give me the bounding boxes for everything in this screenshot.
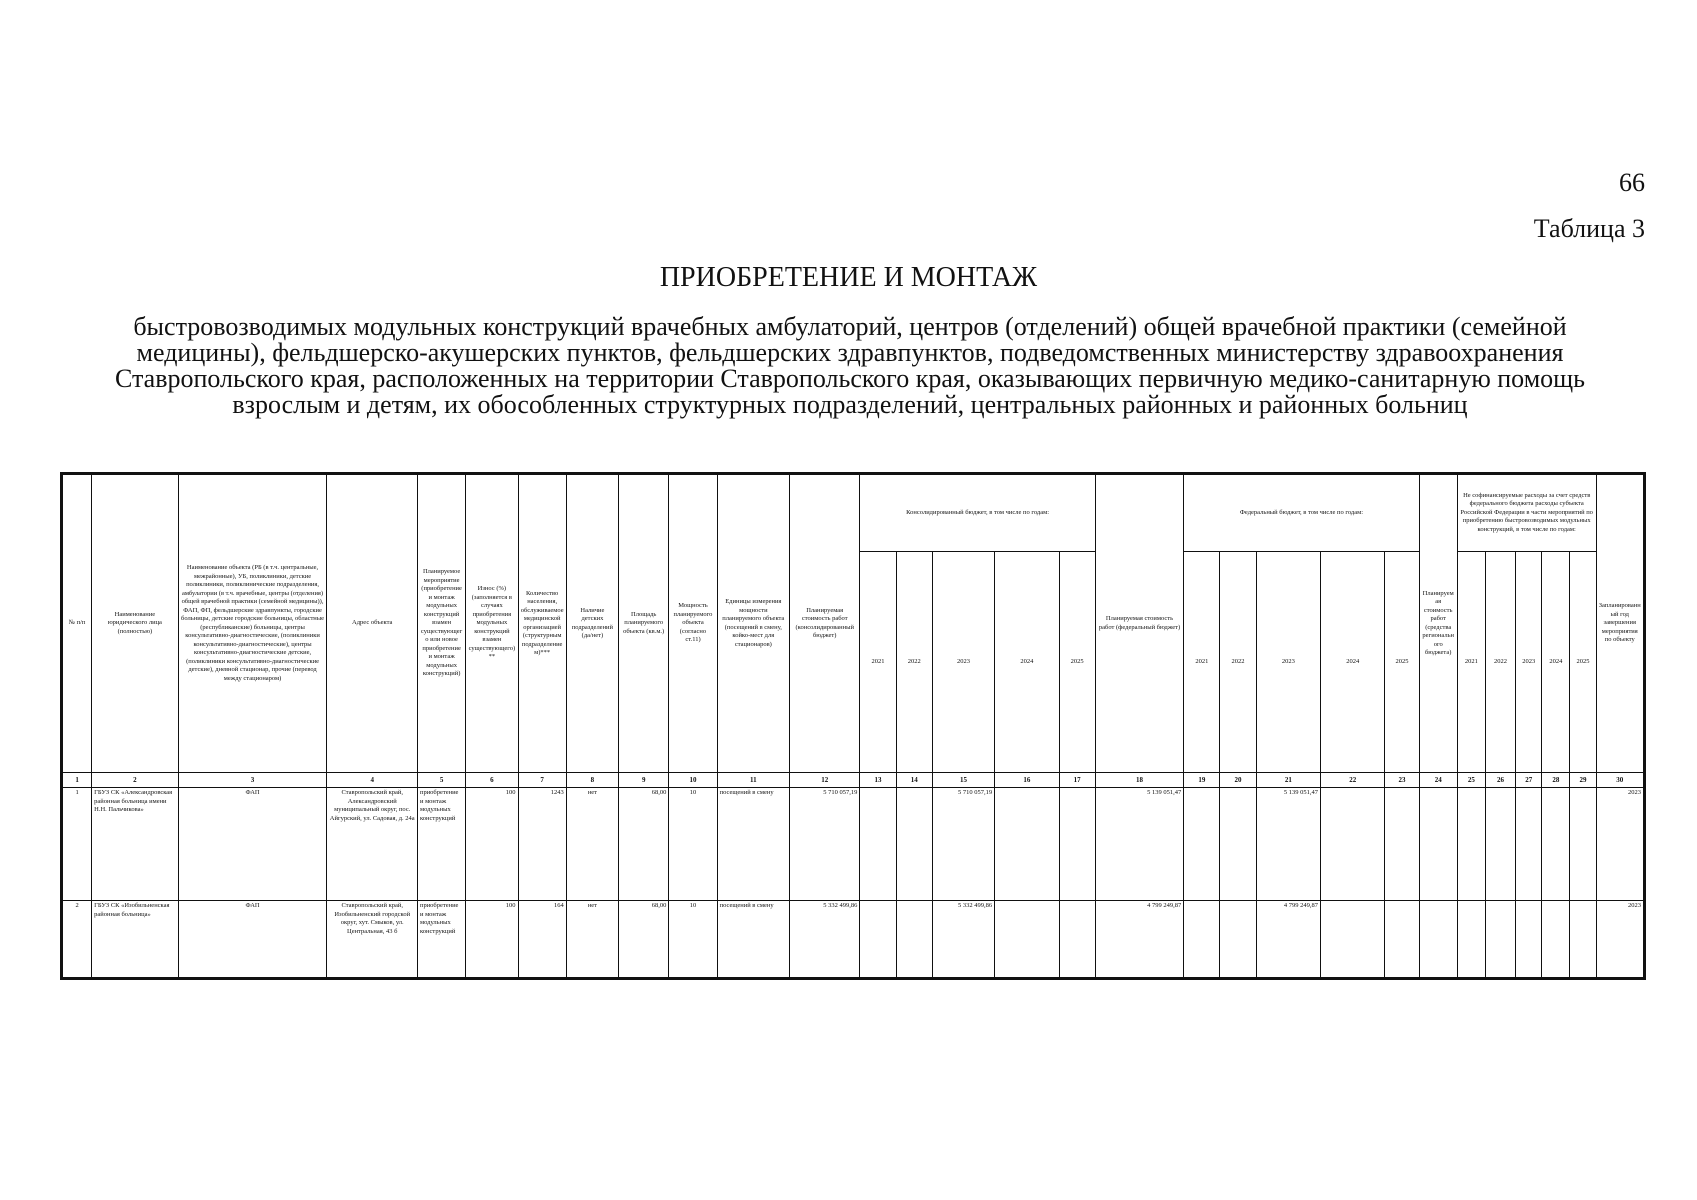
column-number: 2 — [92, 773, 178, 788]
column-number: 7 — [518, 773, 566, 788]
column-number: 14 — [896, 773, 932, 788]
header-address: Адрес объекта — [327, 474, 418, 773]
document-subtitle: быстровозводимых модульных конструкций врачебных амбулаторий, центров (отделений) общей врачебной практики (семейной медицины), фельдшерско-акушерских пунктов, фельдшерских здравпунктов, подведомственных министерству здравоохранения Ставропольского края, расположенных на территории Ставропольского края, оказывающих первичную медико-санитарную помощь взрослым и детям, их обособленных структурных подразделений, центральных районных и районных больниц — [114, 312, 1586, 419]
header-legal-entity: Наименование юридического лица (полностью) — [92, 474, 178, 773]
header-year: 2025 — [1570, 552, 1596, 773]
row-cons-2022 — [896, 788, 932, 901]
column-number: 25 — [1457, 773, 1485, 788]
column-number: 1 — [62, 773, 92, 788]
row-fed-2025 — [1385, 788, 1419, 901]
row-object: ФАП — [178, 901, 327, 979]
row-fed-2022 — [1220, 788, 1256, 901]
header-unit: Единицы измерения мощности планируемого объекта (посещений в смену, койко-мест для стационаров) — [717, 474, 789, 773]
header-year: 2023 — [932, 552, 994, 773]
column-number: 13 — [860, 773, 896, 788]
row-nc-2021 — [1457, 788, 1485, 901]
column-number: 10 — [669, 773, 717, 788]
header-year: 2024 — [995, 552, 1059, 773]
header-population: Количество населения, обслуживаемое медицинской организацией (структурным подразделением)*** — [518, 474, 566, 773]
row-cons-2024 — [995, 901, 1059, 979]
header-federal-group: Федеральный бюджет, в том числе по годам: — [1184, 474, 1419, 552]
column-number: 22 — [1321, 773, 1385, 788]
column-number: 21 — [1256, 773, 1320, 788]
row-legal-entity: ГБУЗ СК «Изобильненская районная больница» — [92, 901, 178, 979]
row-cons-2023: 5 332 499,86 — [932, 901, 994, 979]
header-capacity: Мощность планируемого объекта (согласно ст.11) — [669, 474, 717, 773]
row-cost-regional — [1419, 788, 1457, 901]
row-legal-entity: ГБУЗ СК «Александровская районная больница имени Н.Н. Пальчикова» — [92, 788, 178, 901]
row-num: 2 — [62, 901, 92, 979]
row-cons-2023: 5 710 057,19 — [932, 788, 994, 901]
header-cost-regional: Планируемая стоимость работ (средства регионального бюджета) — [1419, 474, 1457, 773]
row-address: Ставропольский край, Изобильненский городской округ, хут. Смыков, ул. Центральная, 43 б — [327, 901, 418, 979]
column-number: 19 — [1184, 773, 1220, 788]
column-number: 30 — [1596, 773, 1644, 788]
column-number: 12 — [790, 773, 860, 788]
row-wear: 100 — [466, 901, 518, 979]
row-fed-2025 — [1385, 901, 1419, 979]
header-year: 2024 — [1542, 552, 1570, 773]
row-cost-consolidated: 5 710 057,19 — [790, 788, 860, 901]
column-number: 23 — [1385, 773, 1419, 788]
row-object: ФАП — [178, 788, 327, 901]
main-table — [60, 472, 1646, 980]
header-object: Наименование объекта (РБ (в т.ч. центральные, межрайонные), УБ, поликлиники, детские поликлиники, поликлинические подразделения, амбулатории (в т.ч. врачебные, центры (отделения) общей врачебной практики (семейной медицины)), ФАП, ФП, фельдшерские здравпункты, городские больницы, детские городские больницы, областные (республиканские) больницы, центры консультативно-диагностические, (поликлиники консультативно-диагностические), центры консультативно-диагностические детские, (поликлиники консультативно-диагностические детские), дневной стационар, прочие (перевод между стационаром) — [178, 474, 327, 773]
column-number: 4 — [327, 773, 418, 788]
column-number: 15 — [932, 773, 994, 788]
row-fed-2022 — [1220, 901, 1256, 979]
column-number: 3 — [178, 773, 327, 788]
row-cons-2025 — [1059, 901, 1095, 979]
column-number: 17 — [1059, 773, 1095, 788]
column-number: 27 — [1516, 773, 1542, 788]
row-activity: приобретение и монтаж модульных конструкций — [417, 901, 465, 979]
row-completion-year: 2023 — [1596, 901, 1644, 979]
header-noncofin-group: Не софинансируемые расходы за счет средств федерального бюджета расходы субъекта Российской Федерации в части мероприятий по приобретению быстровозводимых модульных конструкций, в том числе по годам: — [1457, 474, 1596, 552]
row-cons-2022 — [896, 901, 932, 979]
row-population: 164 — [518, 901, 566, 979]
header-year: 2025 — [1059, 552, 1095, 773]
row-nc-2023 — [1516, 788, 1542, 901]
column-number: 8 — [566, 773, 618, 788]
row-capacity: 10 — [669, 788, 717, 901]
column-number: 28 — [1542, 773, 1570, 788]
row-activity: приобретение и монтаж модульных конструкций — [417, 788, 465, 901]
header-year: 2021 — [1457, 552, 1485, 773]
row-cost-federal: 5 139 051,47 — [1095, 788, 1183, 901]
header-completion-year: Запланированный год завершения мероприятия по объекту — [1596, 474, 1644, 773]
row-area: 68,00 — [619, 901, 669, 979]
row-capacity: 10 — [669, 901, 717, 979]
table-row — [62, 901, 1645, 979]
column-number: 24 — [1419, 773, 1457, 788]
column-number: 5 — [417, 773, 465, 788]
row-fed-2023: 4 799 249,87 — [1256, 901, 1320, 979]
row-fed-2024 — [1321, 901, 1385, 979]
header-activity: Планируемое мероприятие (приобретение и монтаж модульных конструкций взамен существующего или новое приобретение и монтаж модульных конструкций) — [417, 474, 465, 773]
row-unit: посещений в смену — [717, 788, 789, 901]
header-consolidated-group: Консолидированный бюджет, в том числе по годам: — [860, 474, 1095, 552]
header-year: 2023 — [1256, 552, 1320, 773]
row-fed-2023: 5 139 051,47 — [1256, 788, 1320, 901]
row-nc-2023 — [1516, 901, 1542, 979]
table-row — [62, 788, 1645, 901]
header-year: 2021 — [1184, 552, 1220, 773]
row-fed-2021 — [1184, 788, 1220, 901]
row-completion-year: 2023 — [1596, 788, 1644, 901]
row-cons-2021 — [860, 901, 896, 979]
row-nc-2025 — [1570, 788, 1596, 901]
header-area: Площадь планируемого объекта (кв.м.) — [619, 474, 669, 773]
row-cost-federal: 4 799 249,87 — [1095, 901, 1183, 979]
page-number: 66 — [1619, 168, 1645, 197]
header-year: 2025 — [1385, 552, 1419, 773]
header-year: 2022 — [1220, 552, 1256, 773]
row-num: 1 — [62, 788, 92, 901]
header-year: 2022 — [1485, 552, 1515, 773]
document-title: ПРИОБРЕТЕНИЕ И МОНТАЖ — [659, 262, 1038, 293]
row-nc-2024 — [1542, 788, 1570, 901]
row-nc-2022 — [1485, 788, 1515, 901]
row-wear: 100 — [466, 788, 518, 901]
column-number: 29 — [1570, 773, 1596, 788]
header-year: 2021 — [860, 552, 896, 773]
row-nc-2024 — [1542, 901, 1570, 979]
column-number: 18 — [1095, 773, 1183, 788]
header-children: Наличие детских подразделений (да/нет) — [566, 474, 618, 773]
header-year: 2024 — [1321, 552, 1385, 773]
row-cons-2024 — [995, 788, 1059, 901]
column-number: 16 — [995, 773, 1059, 788]
header-cost-federal: Планируемая стоимость работ (федеральный бюджет) — [1095, 474, 1183, 773]
row-children: нет — [566, 901, 618, 979]
row-children: нет — [566, 788, 618, 901]
row-cost-regional — [1419, 901, 1457, 979]
header-year: 2023 — [1516, 552, 1542, 773]
row-nc-2025 — [1570, 901, 1596, 979]
row-address: Ставропольский край, Александровский муниципальный округ, пос. Айгурский, ул. Садовая, д. 24а — [327, 788, 418, 901]
row-nc-2022 — [1485, 901, 1515, 979]
column-number: 20 — [1220, 773, 1256, 788]
row-population: 1243 — [518, 788, 566, 901]
header-wear: Износ (%) (заполняется в случаях приобретения модульных конструкций взамен существующего)** — [466, 474, 518, 773]
column-number: 6 — [466, 773, 518, 788]
row-area: 68,00 — [619, 788, 669, 901]
header-num: № п/п — [62, 474, 92, 773]
column-number: 11 — [717, 773, 789, 788]
row-fed-2024 — [1321, 788, 1385, 901]
table-label: Таблица 3 — [1533, 214, 1645, 243]
row-cons-2021 — [860, 788, 896, 901]
header-year: 2022 — [896, 552, 932, 773]
row-cons-2025 — [1059, 788, 1095, 901]
column-number: 26 — [1485, 773, 1515, 788]
row-fed-2021 — [1184, 901, 1220, 979]
row-nc-2021 — [1457, 901, 1485, 979]
row-cost-consolidated: 5 332 499,86 — [790, 901, 860, 979]
column-number-row — [62, 773, 1645, 788]
header-cost-consolidated: Планируемая стоимость работ (консолидированный бюджет) — [790, 474, 860, 773]
row-unit: посещений в смену — [717, 901, 789, 979]
column-number: 9 — [619, 773, 669, 788]
